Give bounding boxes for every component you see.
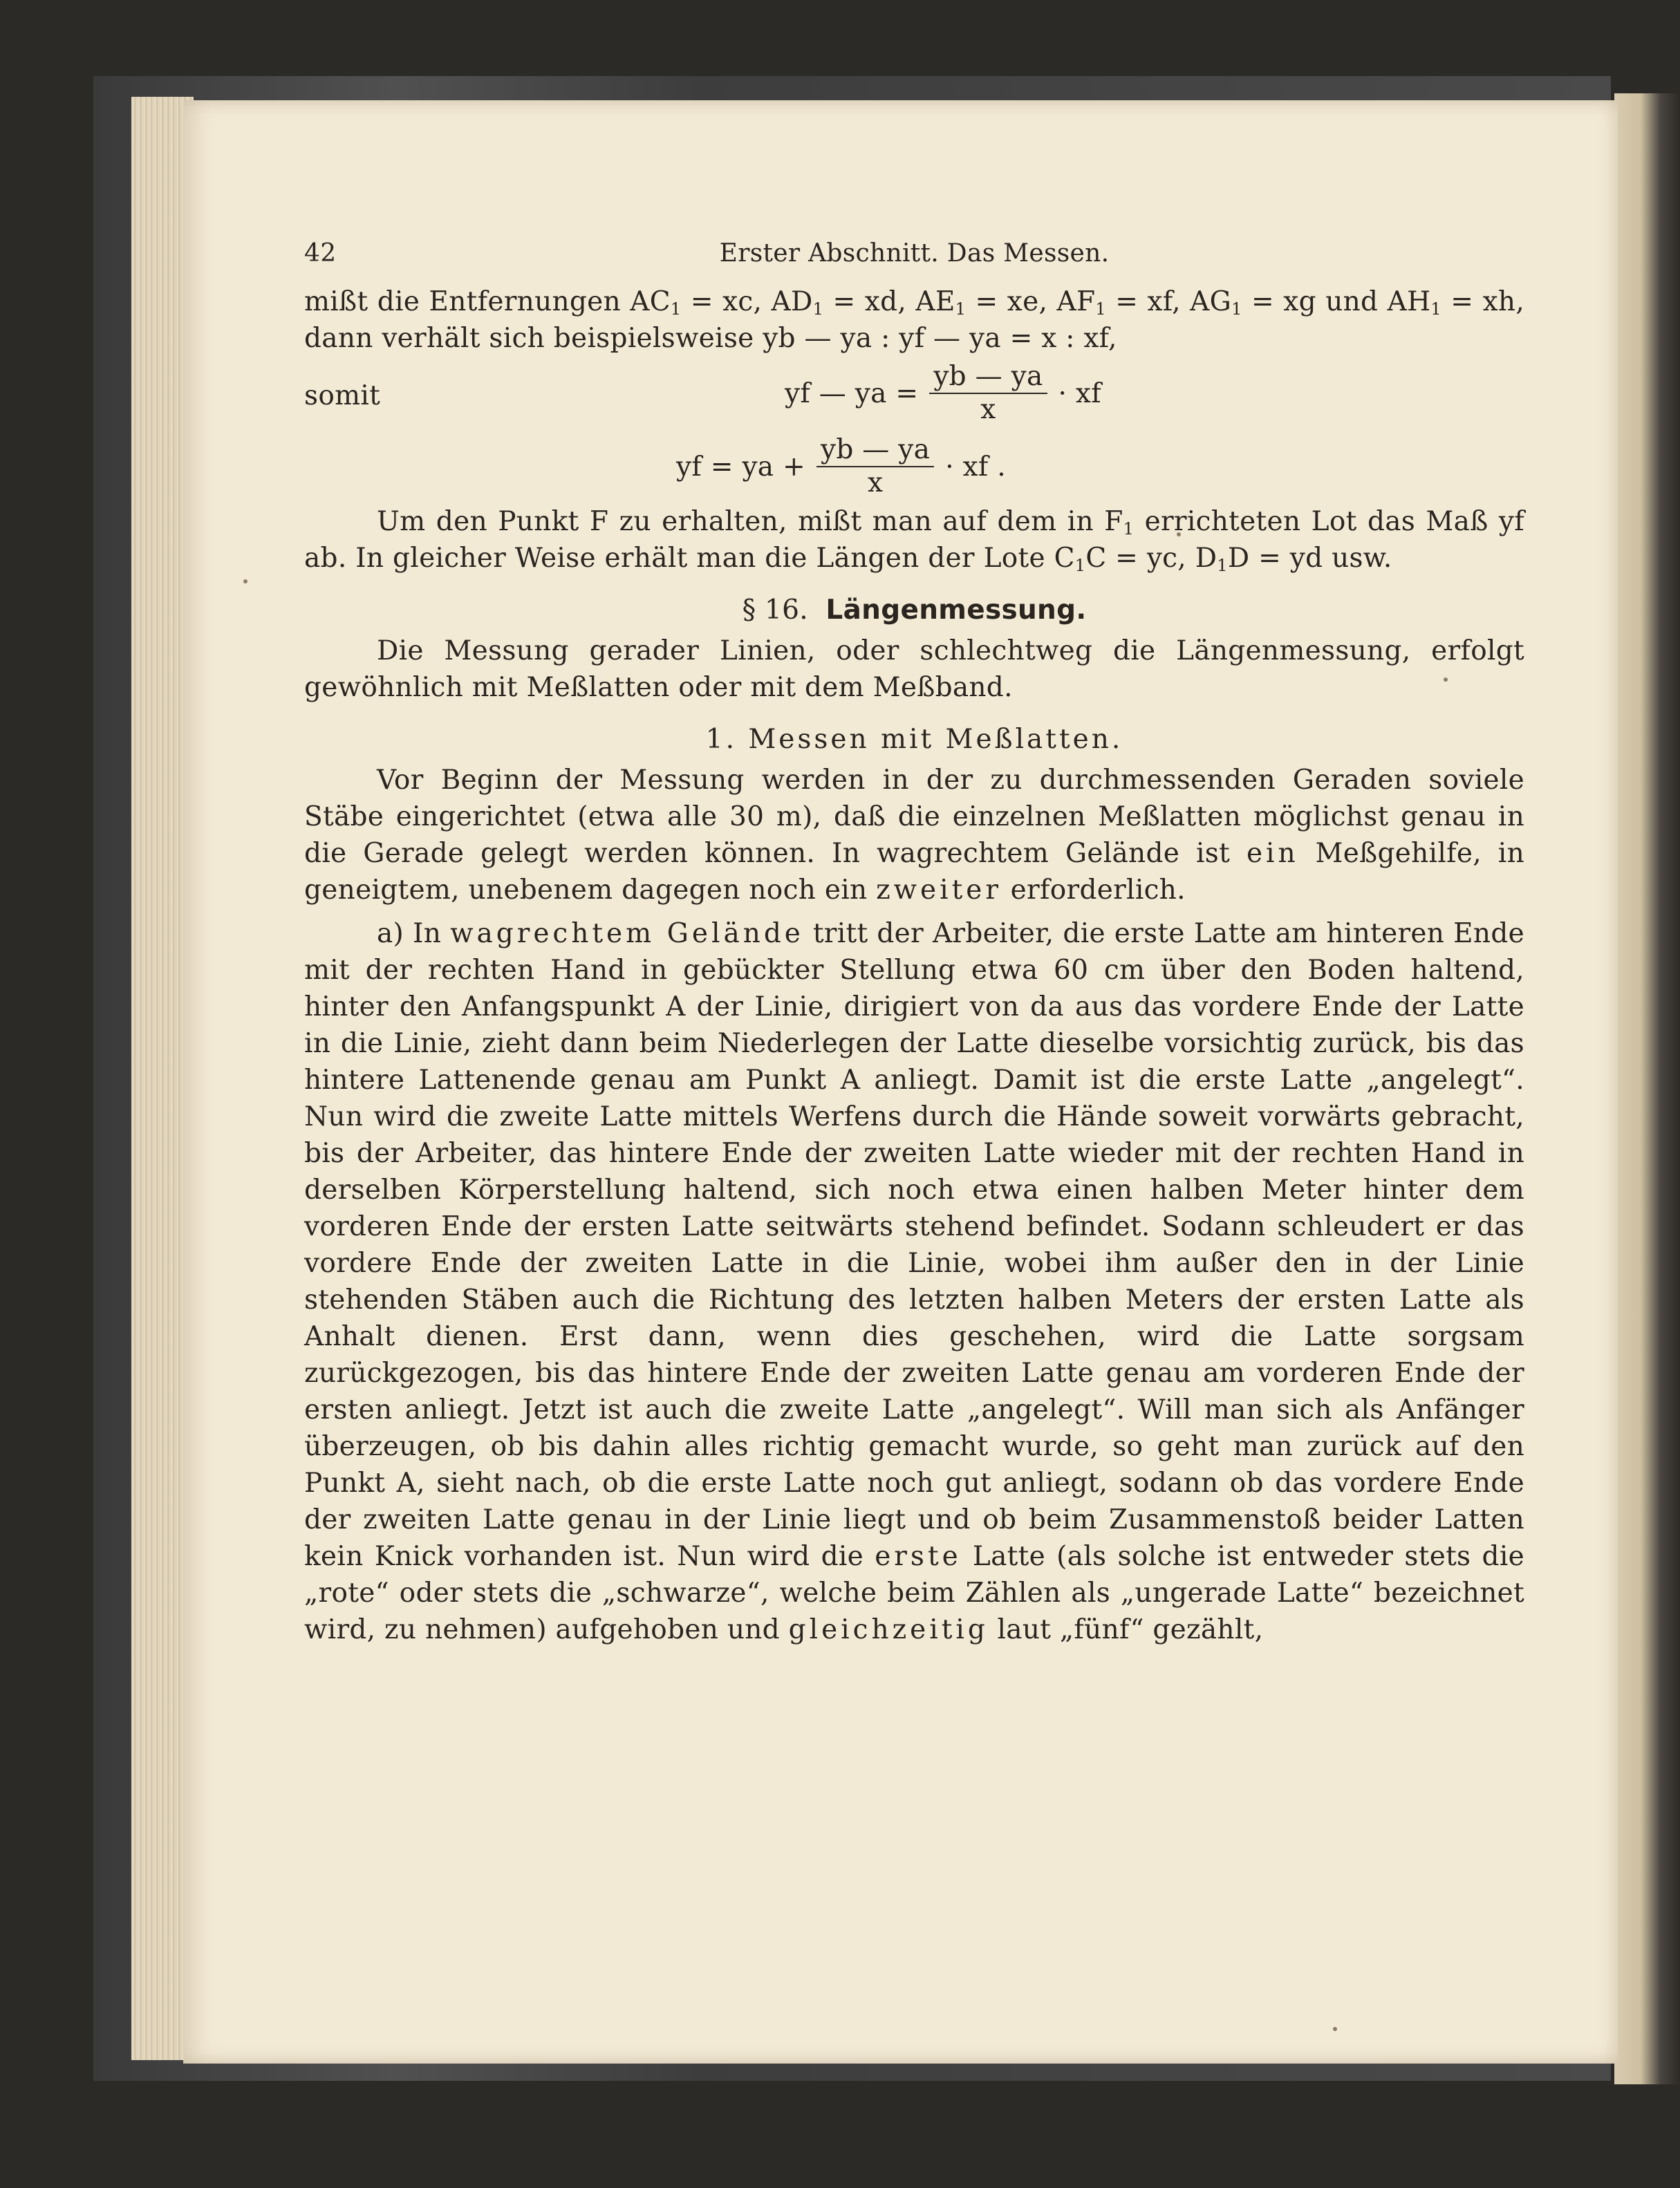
subscript: 1 xyxy=(1231,299,1242,319)
subscript: 1 xyxy=(1123,519,1135,539)
subscript: 1 xyxy=(1430,299,1441,319)
body-text: a) In xyxy=(377,918,451,949)
body-text: errichteten Lot das Maß yf ab. In gleicher Weise erhält man die Längen der Lote C xyxy=(304,506,1524,574)
subscript: 1 xyxy=(812,299,824,319)
intro-text: = xf, AG xyxy=(1105,286,1232,317)
section-heading xyxy=(304,592,1524,628)
formula-lhs: yf — ya = xyxy=(785,377,919,409)
fraction xyxy=(929,361,1047,426)
formula-2 xyxy=(676,430,1006,503)
running-head: Erster Abschnitt. Das Messen. xyxy=(719,239,1110,268)
formula-rhs: · xf xyxy=(1058,377,1101,409)
subsection-heading: 1. Messen mit Meßlatten. xyxy=(705,724,1123,755)
section-number: § 16. xyxy=(742,595,808,626)
paragraph-vor-beginn xyxy=(304,762,1524,908)
subscript: 1 xyxy=(955,299,967,319)
body-text: Um den Punkt F zu erhalten, mißt man auf dem in F xyxy=(377,506,1123,537)
paragraph-point-f xyxy=(304,503,1524,577)
ink-speck xyxy=(1333,2027,1337,2031)
intro-text: und AH xyxy=(1325,286,1431,317)
right-page-edge xyxy=(1614,93,1680,2084)
emphasis-text: gleichzeitig xyxy=(788,1614,989,1645)
page-content xyxy=(304,235,1524,1648)
body-text: D = yd usw. xyxy=(1227,543,1392,574)
intro-text: = xe, AF xyxy=(966,286,1096,317)
formula-lhs: yf = ya + xyxy=(676,451,805,483)
formula-1 xyxy=(785,357,1101,430)
intro-text: mißt die Entfernungen AC xyxy=(304,286,671,317)
formula-label: somit xyxy=(304,380,381,411)
emphasis-text: erste xyxy=(875,1541,962,1572)
intro-text: = xg xyxy=(1242,286,1316,317)
body-text: Meßgehilfe, in geneigtem, unebenem dagegen noch ein xyxy=(304,838,1524,906)
formula-row-2 xyxy=(304,430,1524,503)
body-text: Vor Beginn der Messung werden in der zu durchmessenden Geraden soviele Stäbe eingerichtet (etwa alle 30 m), daß die einzelnen Meßlatten möglichst genau in die Gerade gelegt werden können. In wagrechtem Gelände ist xyxy=(304,765,1524,869)
body-text: Latte (als solche ist entweder stets die „rote“ oder stets die „schwarze“, welche beim Zählen als „ungerade Latte“ bezeichnet wird, zu nehmen) aufgehoben und xyxy=(304,1541,1524,1645)
body-text: C = yc, D xyxy=(1085,543,1217,574)
emphasis-text: zweiter xyxy=(876,875,1002,906)
fraction-denominator: x xyxy=(980,394,996,425)
fraction-numerator: yb — ya xyxy=(929,361,1047,394)
formula-rhs: · xf . xyxy=(945,451,1007,483)
subscript: 1 xyxy=(1217,556,1228,575)
body-text: erforderlich. xyxy=(1001,875,1186,906)
subscript: 1 xyxy=(1074,556,1086,575)
subscript: 1 xyxy=(1095,299,1106,319)
body-text: laut „fünf“ gezählt, xyxy=(988,1614,1264,1645)
emphasis-text: wagrechtem Gelände xyxy=(450,918,804,949)
section-title: Längenmessung. xyxy=(825,595,1087,626)
intro-text: = xc, AD xyxy=(681,286,813,317)
paragraph-laengenmessung: Die Messung gerader Linien, oder schlechtweg die Längenmessung, erfolgt gewöhnlich mit Meßlatten oder mit dem Meßband. xyxy=(304,635,1524,703)
page-number: 42 xyxy=(304,239,337,268)
emphasis-text: ein xyxy=(1246,838,1299,869)
fraction-denominator: x xyxy=(867,467,884,498)
intro-text: = xh, dann verhält sich beispielsweise yb — ya : yf — ya = x : xf, xyxy=(304,286,1525,354)
intro-paragraph xyxy=(304,283,1524,357)
formula-row-1 xyxy=(304,357,1524,430)
subscript: 1 xyxy=(670,299,682,319)
fraction-numerator: yb — ya xyxy=(816,434,934,467)
paragraph-a-wagrecht xyxy=(304,915,1524,1648)
page-header xyxy=(304,235,1524,277)
ink-speck xyxy=(243,579,248,583)
body-text: tritt der Arbeiter, die erste Latte am hinteren Ende mit der rechten Hand in gebückter Stellung etwa 60 cm über den Boden haltend, hinter den Anfangspunkt A der Linie, dirigiert von da aus das vordere Ende der Latte in die Linie, zieht dann beim Niederlegen der Latte dieselbe vorsichtig zurück, bis das hintere Lattenende genau am Punkt A anliegt. Damit ist die erste Latte „angelegt“. Nun wird die zweite Latte mittels Werfens durch die Hände soweit vorwärts gebracht, bis der Arbeiter, das hintere Ende der zweiten Latte wieder mit der rechten Hand in derselben Körperstellung haltend, sich noch etwa einen halben Meter hinter dem vorderen Ende der ersten Latte seitwärts stehend befindet. Sodann schleudert er das vordere Ende der zweiten Latte in die Linie, wobei ihm außer den in der Linie stehenden Stäben auch die Richtung des letzten halben Meters der ersten Latte als Anhalt dienen. Erst dann, wenn dies geschehen, wird die Latte sorgsam zurückgezogen, bis das hintere Ende der zweiten Latte genau am vorderen Ende der ersten anliegt. Jetzt ist auch die zweite Latte „angelegt“. Will man sich als Anfänger überzeugen, ob bis dahin alles richtig gemacht wurde, so geht man zurück auf den Punkt A, sieht nach, ob die erste Latte noch gut anliegt, sodann ob das vordere Ende der zweiten Latte genau in der Linie liegt und ob beim Zusammenstoß beider Latten kein Knick vorhanden ist. Nun wird die xyxy=(304,918,1524,1572)
intro-text: = xd, AE xyxy=(823,286,955,317)
fraction xyxy=(816,434,934,499)
